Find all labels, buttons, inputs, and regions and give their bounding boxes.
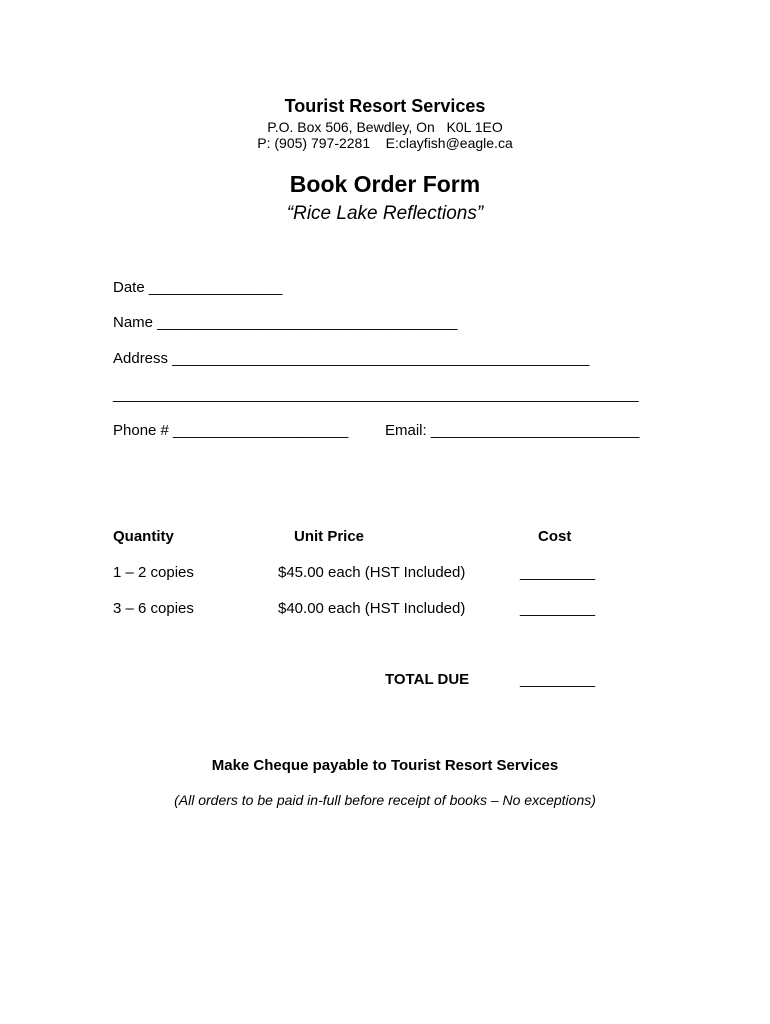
org-address: P.O. Box 506, Bewdley, On K0L 1EO (267, 119, 503, 135)
unit-price-cell: $40.00 each (HST Included) (278, 600, 466, 617)
cost-field[interactable]: _________ (520, 600, 596, 617)
address-field[interactable]: Address __________________________________________________ (113, 350, 590, 367)
cost-header: Cost (538, 528, 572, 545)
email-field[interactable]: Email: _________________________ (385, 422, 640, 439)
date-field[interactable]: Date ________________ (113, 279, 283, 296)
quantity-header: Quantity (113, 528, 174, 545)
phone-field[interactable]: Phone # _____________________ (113, 422, 349, 439)
name-field[interactable]: Name ____________________________________ (113, 314, 458, 331)
org-name: Tourist Resort Services (284, 96, 486, 116)
quantity-cell: 3 – 6 copies (113, 600, 194, 617)
total-due-field[interactable]: _________ (520, 671, 596, 688)
quantity-cell: 1 – 2 copies (113, 564, 194, 581)
payment-note: (All orders to be paid in-full before receipt of books – No exceptions) (174, 792, 596, 808)
payment-instruction: Make Cheque payable to Tourist Resort Services (211, 757, 559, 774)
unit-price-cell: $45.00 each (HST Included) (278, 564, 466, 581)
org-contact: P: (905) 797-2281 E:clayfish@eagle.ca (257, 135, 513, 151)
unit-price-header: Unit Price (294, 528, 365, 545)
total-due-label: TOTAL DUE (385, 671, 470, 688)
cost-field[interactable]: _________ (520, 564, 596, 581)
address-line-2-field[interactable]: _______________________________________________________________ (113, 386, 639, 403)
form-subtitle: “Rice Lake Reflections” (286, 203, 484, 224)
form-title: Book Order Form (289, 171, 481, 197)
